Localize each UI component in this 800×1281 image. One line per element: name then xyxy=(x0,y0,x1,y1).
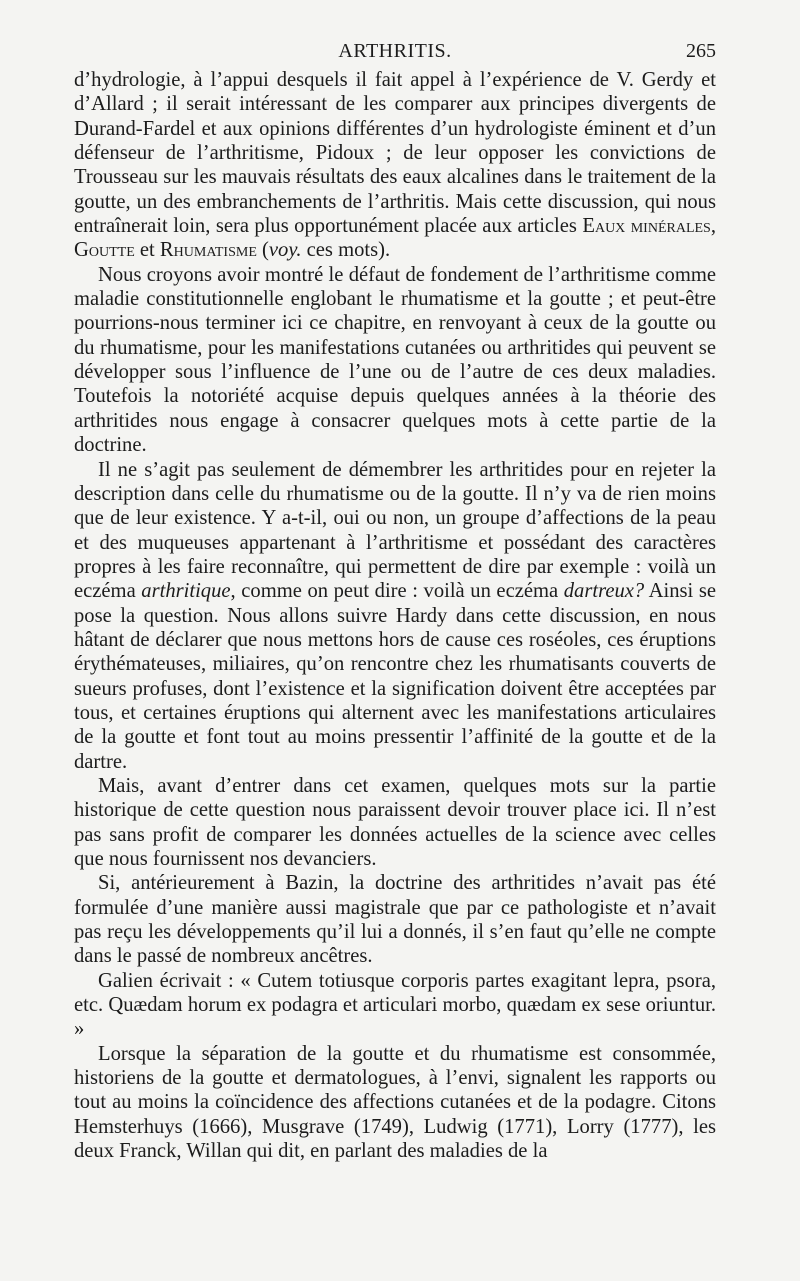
text-run: ( xyxy=(256,239,269,262)
small-caps-text: Eaux minérales xyxy=(582,215,711,238)
text-run: Ainsi se pose la question. Nous allons suivre Hardy dans cette discussion, en nous hâtant de déclarer que nous mettons hors de cause ces roséoles, ces éruptions érythémateuses, miliaires, qu’on rencontre chez les rhumatisants couverts de sueurs profuses, dont l’existence et la signification doivent être acceptées par tous, et certaines éruptions qui alternent avec les manifestations articulaires de la goutte et font tout au moins pressentir l’affinité de la goutte et de la dartre. xyxy=(74,580,716,773)
running-title: ARTHRITIS. xyxy=(338,40,452,62)
text-run: Nous croyons avoir montré le défaut de fondement de l’arthritisme comme maladie constitutionnelle englobant le rhumatisme et la goutte ; et peut-être pourrions-nous terminer ici ce chapitre, en renvoyant à ceux de la goutte ou du rhumatisme, pour les manifestations cutanées ou arthritides qui peuvent se développer sous l’influence de l’une ou de l’autre de ces deux maladies. Toutefois la notoriété acquise depuis quelques années à la théorie des arthritides nous engage à consacrer quelques mots à cette partie de la doctrine. xyxy=(74,263,716,457)
text-run: Lorsque la séparation de la goutte et du rhumatisme est consommée, historiens de la goutte et dermatologues, à l’envi, signalent les rapports ou tout au moins la coïncidence des affections cutanées et de la podagre. Citons Hemsterhuys (1666), Musgrave (1749), Ludwig (1771), Lorry (1777), les deux Franck, Willan qui dit, en parlant des maladies de la xyxy=(74,1042,716,1163)
text-run: et xyxy=(134,239,160,262)
italic-text: arthritique xyxy=(141,580,231,603)
page-number: 265 xyxy=(686,40,716,62)
paragraph xyxy=(74,68,716,263)
text-run: Si, antérieurement à Bazin, la doctrine des arthritides n’avait pas été formulée d’une manière aussi magistrale que par ce pathologiste et n’avait pas reçu les développements qu’il lui a donnés, il s’en faut qu’elle ne compte dans le passé de nombreux ancêtres. xyxy=(74,872,716,968)
paragraph xyxy=(74,871,716,968)
paragraph xyxy=(74,263,716,458)
italic-text: voy. xyxy=(268,239,302,262)
text-run: , comme on peut dire : voilà un eczéma xyxy=(230,580,564,603)
text-run: ces mots). xyxy=(301,239,391,262)
text-run: d’hydrologie, à l’appui desquels il fait appel à l’expérience de V. Gerdy et d’Allard ; il serait intéressant de les comparer aux principes divergents de Durand-Fardel et aux opinions différentes d’un hydrologiste éminent et d’un défenseur de l’arthritisme, Pidoux ; de leur opposer les convictions de Trousseau sur les mauvais résultats des eaux alcalines dans le traitement de la goutte, un des embranchements de l’arthritis. Mais cette discussion, qui nous entraînerait loin, sera plus opportunément placée aux articles xyxy=(74,69,716,238)
italic-text: dartreux? xyxy=(563,580,645,603)
text-run: , xyxy=(710,215,716,238)
paragraph xyxy=(74,774,716,871)
text-run: Mais, avant d’entrer dans cet examen, quelques mots sur la partie historique de cette question nous paraissent devoir trouver place ici. Il n’est pas sans profit de comparer les données actuelles de la science avec celles que nous fournissent nos devanciers. xyxy=(74,774,716,870)
paragraph xyxy=(74,458,716,774)
small-caps-text: Goutte xyxy=(74,239,135,262)
paragraph xyxy=(74,1042,716,1164)
page-header xyxy=(74,38,716,68)
body-text xyxy=(74,68,716,1163)
book-page xyxy=(74,38,716,1163)
text-run: Galien écrivait : « Cutem totiusque corporis partes exagitant lepra, psora, etc. Quædam horum ex podagra et articulari morbo, quædam ex sese oriuntur. » xyxy=(74,969,716,1041)
small-caps-text: Rhumatisme xyxy=(159,239,257,262)
paragraph xyxy=(74,969,716,1042)
text-run: Il ne s’agit pas seulement de démembrer les arthritides pour en rejeter la description dans celle du rhumatisme ou de la goutte. Il n’y va de rien moins que de leur existence. Y a-t-il, oui ou non, un groupe d’affections de la peau et des muqueuses appartenant à l’arthritisme et possédant des caractères propres à les faire reconnaître, qui permettent de dire par exemple : voilà un eczéma xyxy=(74,458,716,603)
